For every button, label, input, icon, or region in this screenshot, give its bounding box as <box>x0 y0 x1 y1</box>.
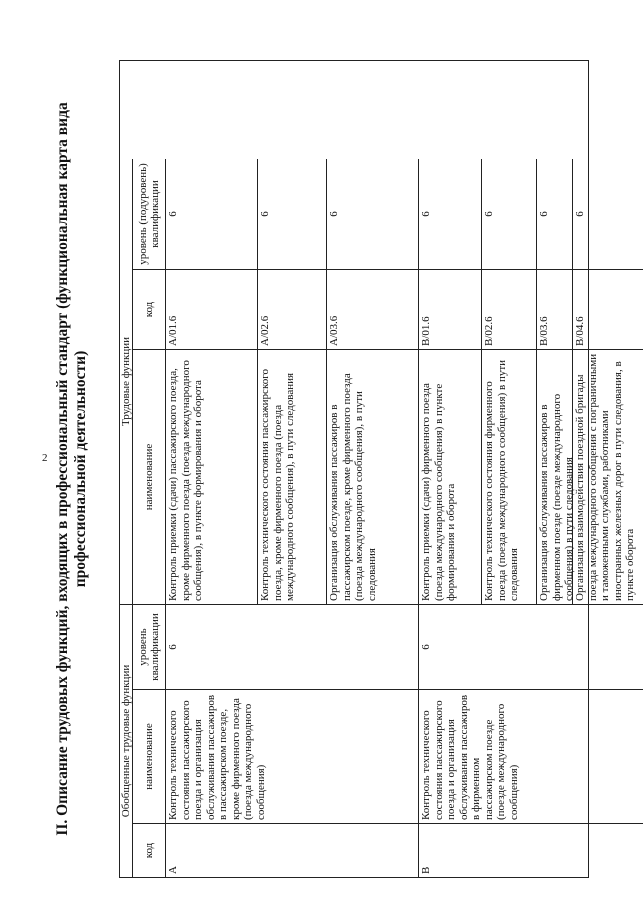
function-code-b01: B/01.6 <box>419 269 482 349</box>
function-code-a02: A/02.6 <box>258 269 327 349</box>
header-function-code: код <box>133 269 166 349</box>
group-name-b: Контроль технического состояния пассажирского поезда и организация обслуживания пассажиров в фирменном пассажирском поезде (поезде международного сообщения) <box>419 689 643 823</box>
functions-table <box>119 60 636 878</box>
header-qualification-level: уровень квалификации <box>133 604 166 689</box>
rotated-page-content <box>54 60 636 878</box>
function-name-b02: Контроль технического состояния фирменного поезда (поезда международного сообщения) в пути следования <box>482 349 537 604</box>
header-function-name: наименование <box>133 349 166 604</box>
function-level-a03: 6 <box>327 159 419 269</box>
function-code-a03: A/03.6 <box>327 269 419 349</box>
function-name-a01: Контроль приемки (сдачи) пассажирского поезда, кроме фирменного поезда (поезда международного сообщения), в пункте формирования и оборота <box>166 349 258 604</box>
function-code-a01: A/01.6 <box>166 269 258 349</box>
function-code-b03: B/03.6 <box>537 269 573 349</box>
function-code-b02: B/02.6 <box>482 269 537 349</box>
function-level-a01: 6 <box>166 159 258 269</box>
function-code-b04: B/04.6 <box>573 269 643 349</box>
function-level-b01: 6 <box>419 159 482 269</box>
group-level-a: 6 <box>166 604 419 689</box>
function-name-b03: Организация обслуживания пассажиров в фирменном поезде (поезде международного сообщения) в пути следования <box>537 349 573 604</box>
function-name-b01: Контроль приемки (сдачи) фирменного поезда (поезда международного сообщения) в пункте формирования и оборота <box>419 349 482 604</box>
function-name-a03: Организация обслуживания пассажиров в пассажирском поезде, кроме фирменного поезда (поезда международного сообщения), в пути следования <box>327 349 419 604</box>
group-name-a: Контроль технического состояния пассажирского поезда и организация обслуживания пассажиров в пассажирском поезде, кроме фирменного поезда (поезда международного сообщения) <box>166 689 419 823</box>
function-name-a02: Контроль технического состояния пассажирского поезда, кроме фирменного поезда (поезда международного сообщения), в пути следования <box>258 349 327 604</box>
header-name: наименование <box>133 689 166 823</box>
function-level-b02: 6 <box>482 159 537 269</box>
function-level-b04: 6 <box>574 211 586 217</box>
function-level-a02: 6 <box>258 159 327 269</box>
header-labor-functions: Трудовые функции <box>120 159 133 604</box>
section-title-line-1: II. Описание трудовых функций, входящих в профессиональный стандарт (функциональная карта вида <box>54 102 71 836</box>
page-number: 2 <box>42 452 48 464</box>
group-level-b: 6 <box>419 604 643 689</box>
section-title-line-2: профессиональной деятельности) <box>72 350 89 588</box>
header-sublevel: уровень (подуровень) квалификации <box>133 159 166 269</box>
group-code-b: B <box>419 823 643 877</box>
function-level-b03: 6 <box>537 159 573 269</box>
group-code-a: A <box>166 823 419 877</box>
function-name-b04: Организация взаимодействия поездной бригады поезда международного сообщения с пограничными и таможенными службами, работниками иностранных железных дорог в пути следования, в пункте оборота <box>573 349 643 604</box>
header-generalized-functions: Обобщенные трудовые функции <box>120 604 133 877</box>
header-code: код <box>133 823 166 877</box>
